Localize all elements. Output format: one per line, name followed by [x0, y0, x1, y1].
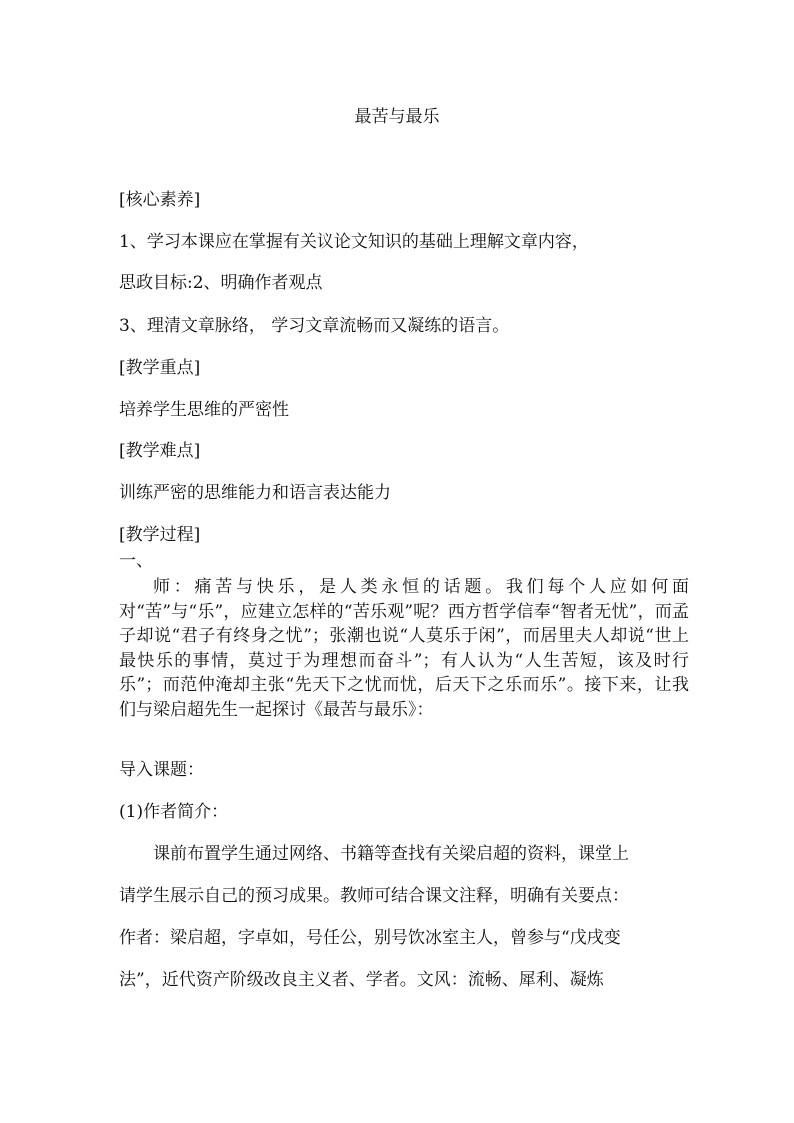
key-points-heading: [教学重点] — [119, 358, 201, 378]
section-one-label: 一、 — [119, 551, 153, 571]
author-line-2: 请学生展示自己的预习成果。教师可结合课文注释，明确有关要点： — [119, 886, 629, 906]
process-heading: [教学过程] — [119, 525, 201, 545]
author-line-1: 课前布置学生通过网络、书籍等查找有关梁启超的资料，课堂上 — [153, 844, 629, 864]
author-line-4: 法”，近代资产阶级改良主义者、学者。文风：流畅、犀利、凝炼 — [119, 970, 604, 990]
page-title: 最苦与最乐 — [354, 107, 440, 127]
key-points-text: 培养学生思维的严密性 — [119, 400, 289, 420]
core-literacy-heading: [核心素养] — [119, 190, 201, 210]
author-heading: (1)作者简介： — [119, 802, 229, 822]
core-literacy-item-1: 1、学习本课应在掌握有关议论文知识的基础上理解文章内容， — [119, 232, 589, 252]
difficulty-heading: [教学难点] — [119, 441, 201, 461]
author-line-3: 作者：梁启超，字卓如，号任公，别号饮冰室主人，曾参与“戊戌变 — [119, 928, 621, 948]
core-literacy-item-2: 思政目标:2、明确作者观点 — [119, 273, 323, 293]
core-literacy-item-3: 3、理清文章脉络， 学习文章流畅而又凝练的语言。 — [119, 316, 510, 336]
difficulty-text: 训练严密的思维能力和语言表达能力 — [119, 483, 391, 503]
intro-paragraph: 师：痛苦与快乐，是人类永恒的话题。我们每个人应如何面对“苦”与“乐”，应建立怎样的“苦乐观”呢？西方哲学信奉“智者无忧”，而孟子却说“君子有终身之忧”；张潮也说“人莫乐于闲”，而居里夫人却说“世上最快乐的事情，莫过于为理想而奋斗”；有人认为“人生苦短，该及时行乐”；而范仲淹却主张“先天下之忧而忧，后天下之乐而乐”。接下来，让我们与梁启超先生一起探讨《最苦与最乐》： — [119, 577, 689, 720]
lead-in-label: 导入课题： — [119, 760, 204, 780]
